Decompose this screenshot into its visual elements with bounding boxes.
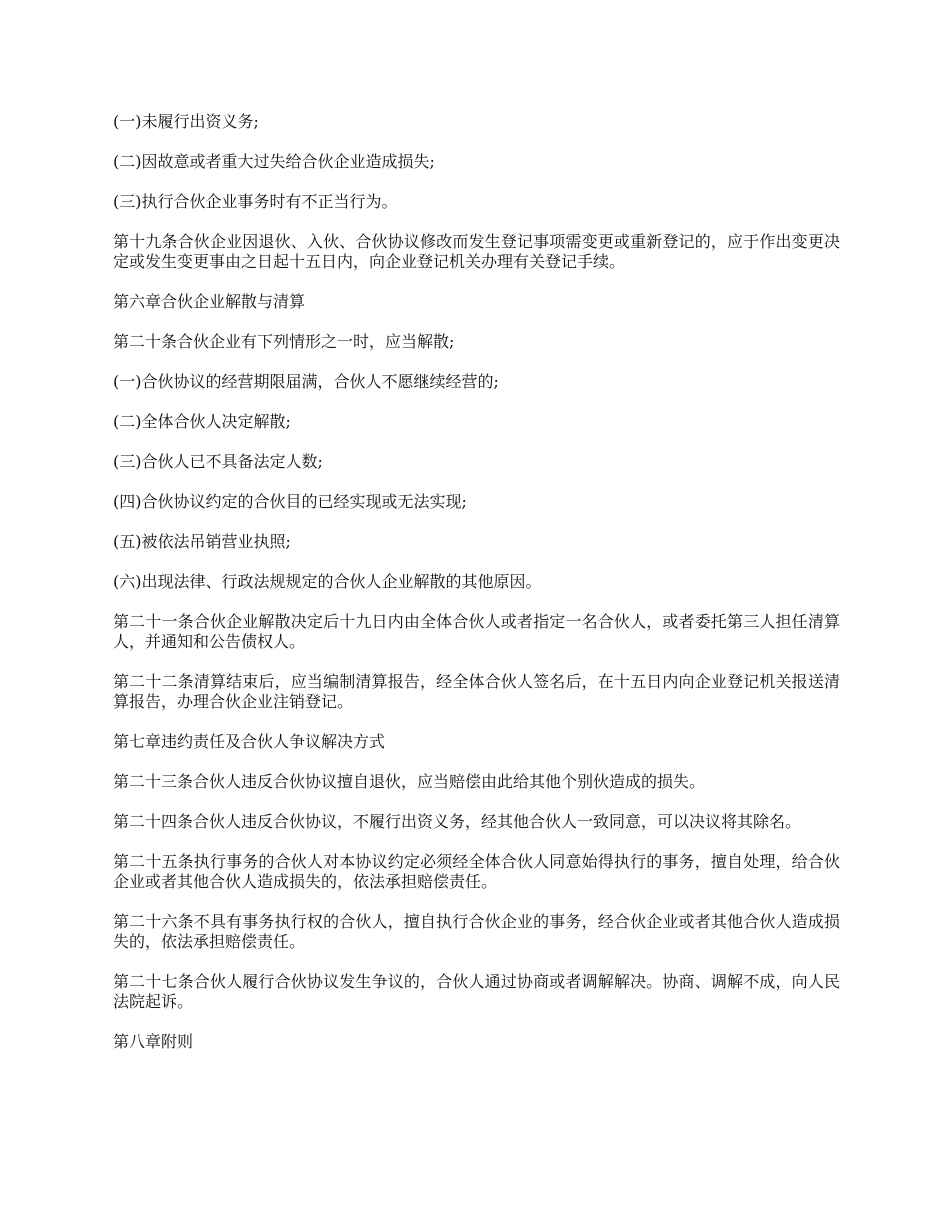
article-20-item-6: (六)出现法律、行政法规规定的合伙人企业解散的其他原因。 [113, 572, 542, 591]
clause-1-unpaid-contribution: (一)未履行出资义务; [113, 112, 259, 131]
article-20-item-4: (四)合伙协议约定的合伙目的已经实现或无法实现; [113, 492, 467, 511]
article-25: 第二十五条执行事务的合伙人对本协议约定必须经全体合伙人同意始得执行的事务，擅自处理，给合伙企业或者其他合伙人造成损失的，依法承担赔偿责任。 [113, 852, 840, 891]
clause-2-intentional-loss: (二)因故意或者重大过失给合伙企业造成损失; [113, 152, 435, 171]
article-20-item-3: (三)合伙人已不具备法定人数; [113, 452, 323, 471]
article-19: 第十九条合伙企业因退伙、入伙、合伙协议修改而发生登记事项需变更或重新登记的，应于作出变更决定或发生变更事由之日起十五日内，向企业登记机关办理有关登记手续。 [113, 232, 840, 271]
document-page [113, 112, 840, 1072]
article-20-item-2: (二)全体合伙人决定解散; [113, 412, 291, 431]
article-23: 第二十三条合伙人违反合伙协议擅自退伙，应当赔偿由此给其他个别伙造成的损失。 [113, 772, 706, 791]
chapter-7-heading: 第七章违约责任及合伙人争议解决方式 [113, 732, 386, 751]
article-21: 第二十一条合伙企业解散决定后十九日内由全体合伙人或者指定一名合伙人，或者委托第三人担任清算人，并通知和公告债权人。 [113, 612, 840, 651]
article-24: 第二十四条合伙人违反合伙协议，不履行出资义务，经其他合伙人一致同意，可以决议将其除名。 [113, 812, 802, 831]
article-22: 第二十二条清算结束后，应当编制清算报告，经全体合伙人签名后，在十五日内向企业登记机关报送清算报告，办理合伙企业注销登记。 [113, 672, 840, 711]
article-27: 第二十七条合伙人履行合伙协议发生争议的，合伙人通过协商或者调解解决。协商、调解不成，向人民法院起诉。 [113, 972, 840, 1011]
article-20: 第二十条合伙企业有下列情形之一时，应当解散; [113, 332, 455, 351]
article-26: 第二十六条不具有事务执行权的合伙人，擅自执行合伙企业的事务，经合伙企业或者其他合伙人造成损失的，依法承担赔偿责任。 [113, 912, 840, 951]
chapter-8-heading: 第八章附则 [113, 1032, 194, 1051]
chapter-6-heading: 第六章合伙企业解散与清算 [113, 292, 306, 311]
article-20-item-1: (一)合伙协议的经营期限届满，合伙人不愿继续经营的; [113, 372, 499, 391]
clause-3-improper-conduct: (三)执行合伙企业事务时有不正当行为。 [113, 192, 398, 211]
article-20-item-5: (五)被依法吊销营业执照; [113, 532, 291, 551]
